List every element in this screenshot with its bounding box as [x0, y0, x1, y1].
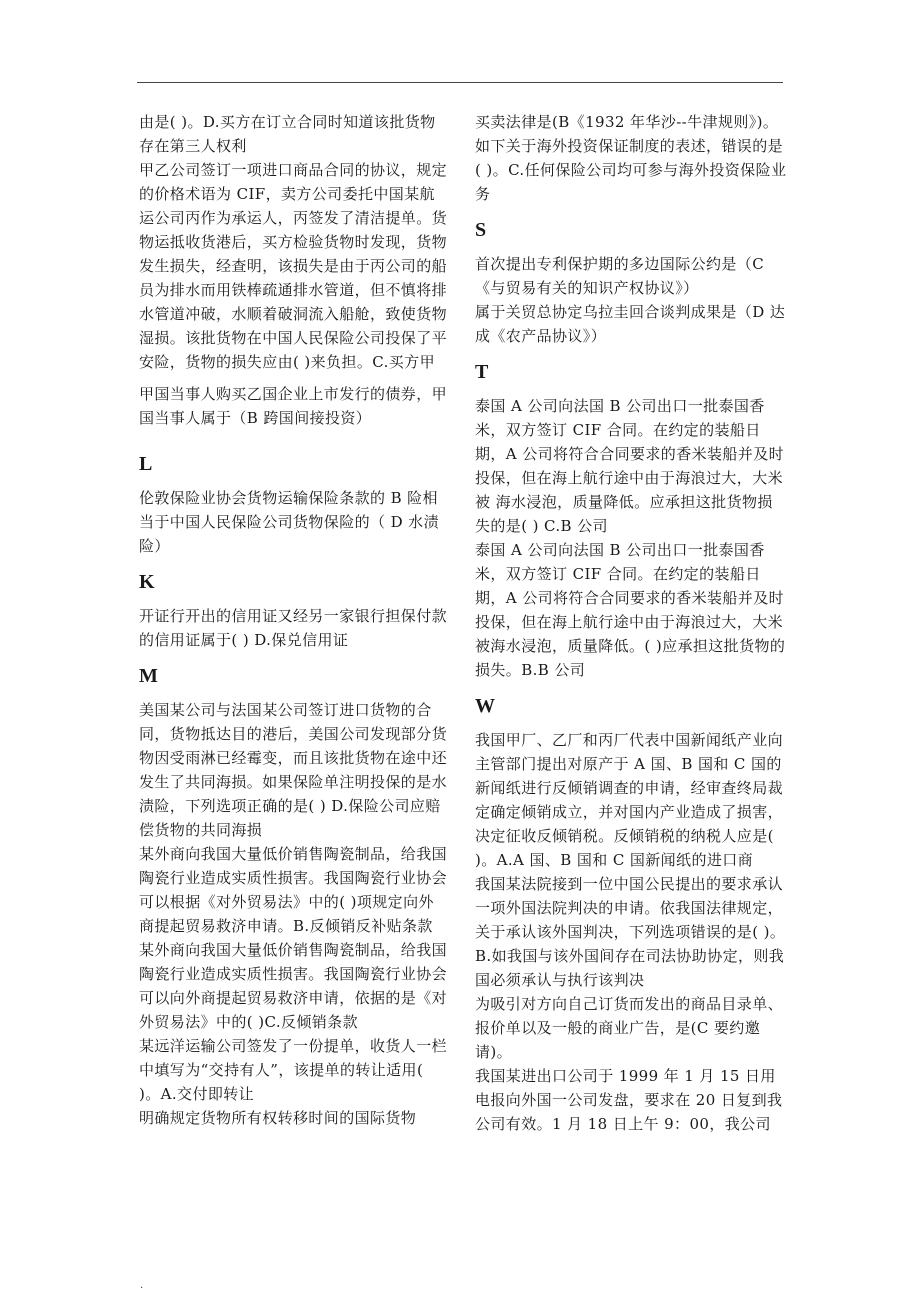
- paragraph: 属于关贸总协定乌拉圭回合谈判成果是（D 达成《农产品协议》）: [475, 303, 786, 345]
- paragraph: 某远洋运输公司签发了一份提单，收货人一栏中填写为“交持有人”，该提单的转让适用( )。A.交付即转让: [139, 1037, 448, 1103]
- section-heading-k: K: [139, 571, 155, 593]
- section-heading-t: T: [475, 361, 489, 383]
- section-heading-l: L: [139, 453, 153, 475]
- section-heading-s: S: [475, 219, 487, 241]
- paragraph: 甲乙公司签订一项进口商品合同的协议，规定的价格术语为 CIF，卖方公司委托中国某航运公司丙作为承运人，丙签发了清洁提单。货物运抵收货港后，买方检验货物时发现，货物发生损失，经查明，该损失是由于丙公司的船员为排水而用铁棒疏通排水管道，但不慎将排水管道冲破，水顺着破洞流入船舱，致使货物湿损。该批货物在中国人民保险公司投保了平安险，货物的损失应由( )来负担。C.买方甲: [139, 161, 448, 371]
- paragraph: 伦敦保险业协会货物运输保险条款的 B 险相当于中国人民保险公司货物保险的（ D 水渍险）: [139, 489, 439, 555]
- paragraph: 我国某进出口公司于 1999 年 1 月 15 日用电报向外国一公司发盘，要求在 20 日复到我公司有效。1 月 18 日上午 9：00，我公司: [475, 1067, 783, 1133]
- paragraph: 为吸引对方向自己订货而发出的商品目录单、报价单以及一般的商业广告，是(C 要约邀请)。: [475, 995, 784, 1061]
- paragraph: 甲国当事人购买乙国企业上市发行的债券，甲国当事人属于（B 跨国间接投资）: [139, 385, 448, 427]
- paragraph: 明确规定货物所有权转移时间的国际货物: [139, 1109, 417, 1127]
- section-heading-m: M: [139, 665, 158, 687]
- paragraph: 如下关于海外投资保证制度的表述，错误的是( )。C.任何保险公司均可参与海外投资保险业务: [475, 137, 787, 203]
- paragraph: 某外商向我国大量低价销售陶瓷制品，给我国陶瓷行业造成实质性损害。我国陶瓷行业协会可以向外商提起贸易救济申请，依据的是《对外贸易法》中的( )C.反倾销条款: [139, 941, 448, 1031]
- footer-mark: .: [140, 1280, 144, 1291]
- header-rule: [137, 82, 783, 83]
- paragraph: 我国某法院接到一位中国公民提出的要求承认一项外国法院判决的申请。依我国法律规定，关于承认该外国判决，下列选项错误的是( )。B.如我国与该外国间存在司法协助协定，则我国必须承认与执行该判决: [475, 875, 786, 989]
- right-column: [475, 110, 787, 1136]
- paragraph: 泰国 A 公司向法国 B 公司出口一批泰国香米，双方签订 CIF 合同。在约定的装船日期，A 公司将符合合同要求的香米装船并及时投保，但在海上航行途中由于海浪过大，大米被海水浸泡，质量降低。( )应承担这批货物的损失。B.B 公司: [475, 541, 786, 679]
- paragraph: 由是( )。D.买方在订立合同时知道该批货物存在第三人权利: [139, 113, 436, 155]
- paragraph: 首次提出专利保护期的多边国际公约是（C《与贸易有关的知识产权协议》）: [475, 255, 765, 297]
- section-heading-w: W: [475, 695, 495, 717]
- paragraph: 买卖法律是(B《1932 年华沙--牛津规则》)。: [475, 113, 779, 131]
- left-column: [139, 110, 449, 1130]
- paragraph: 开证行开出的信用证又经另一家银行担保付款的信用证属于( ) D.保兑信用证: [139, 607, 448, 649]
- paragraph: 美国某公司与法国某公司签订进口货物的合同，货物抵达目的港后，美国公司发现部分货物因受雨淋已经霉变，而且该批货物在途中还发生了共同海损。如果保险单注明投保的是水渍险，下列选项正确的是( ) D.保险公司应赔偿货物的共同海损: [139, 701, 448, 839]
- paragraph: 泰国 A 公司向法国 B 公司出口一批泰国香米，双方签订 CIF 合同。在约定的装船日期，A 公司将符合合同要求的香米装船并及时投保，但在海上航行途中由于海浪过大，大米被 海水浸泡，质量降低。应承担这批货物损失的是( ) C.B 公司: [475, 397, 785, 535]
- paragraph: 某外商向我国大量低价销售陶瓷制品，给我国陶瓷行业造成实质性损害。我国陶瓷行业协会可以根据《对外贸易法》中的( )项规定向外商提起贸易救济申请。B.反倾销反补贴条款: [139, 845, 448, 935]
- paragraph: 我国甲厂、乙厂和丙厂代表中国新闻纸产业向主管部门提出对原产于 A 国、B 国和 C 国的新闻纸进行反倾销调查的申请，经审查终局裁定确定倾销成立，并对国内产业造成了损害，决定征收反倾销税。反倾销税的纳税人应是( )。A.A 国、B 国和 C 国新闻纸的进口商: [475, 731, 784, 869]
